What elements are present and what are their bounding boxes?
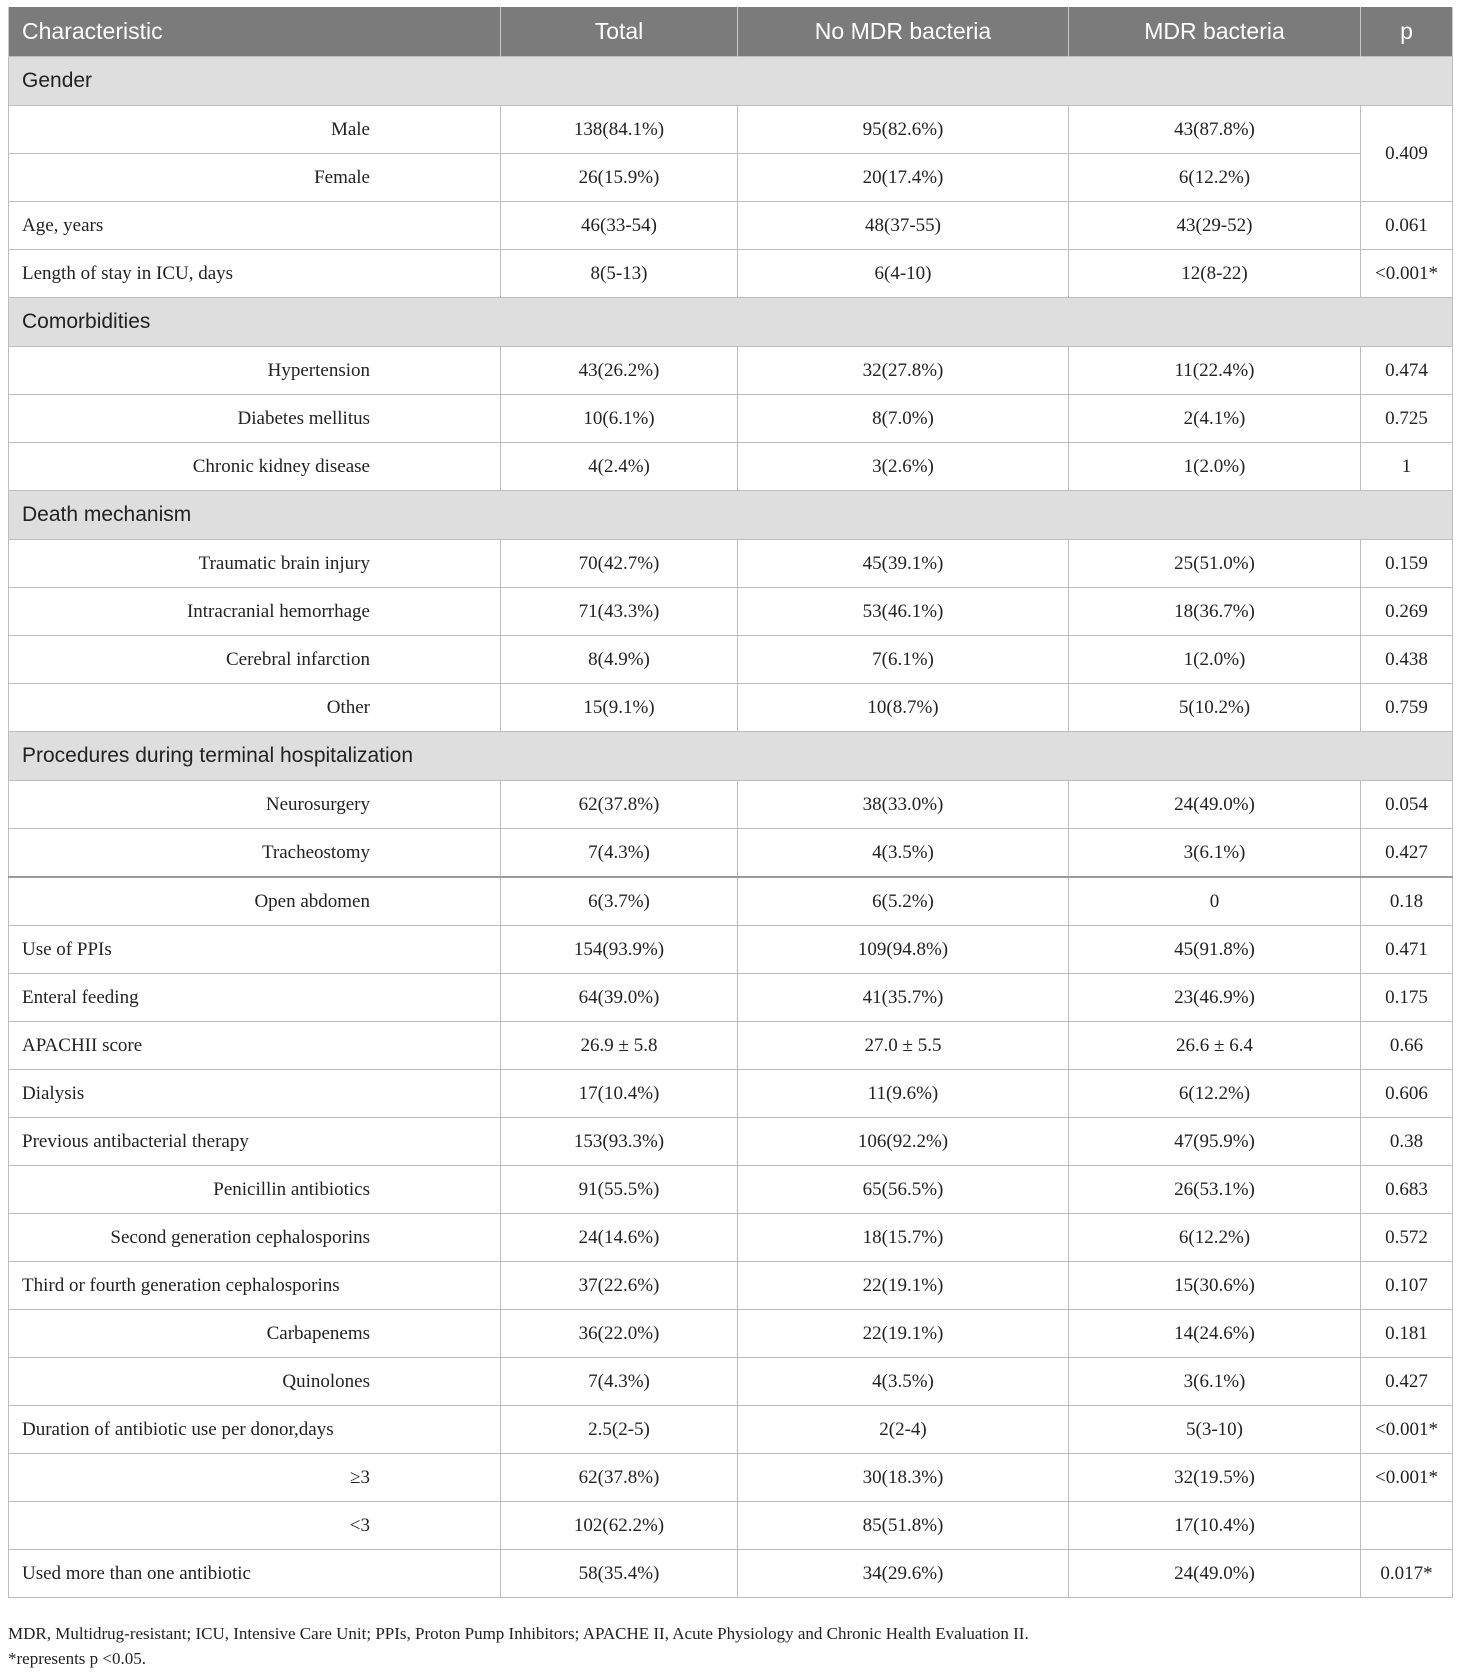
p-cell: 0.38 bbox=[1361, 1118, 1453, 1166]
no-mdr-cell: 48(37-55) bbox=[738, 202, 1069, 250]
mdr-cell: 25(51.0%) bbox=[1069, 540, 1361, 588]
footnote-significance: *represents p <0.05. bbox=[8, 1649, 147, 1668]
table-footnotes bbox=[8, 1621, 1452, 1671]
no-mdr-cell: 6(4-10) bbox=[738, 250, 1069, 298]
table-row bbox=[9, 1550, 1453, 1598]
mdr-cell: 18(36.7%) bbox=[1069, 588, 1361, 636]
p-cell: 0.054 bbox=[1361, 781, 1453, 829]
total-cell: 70(42.7%) bbox=[501, 540, 738, 588]
p-cell: 0.181 bbox=[1361, 1310, 1453, 1358]
p-cell: 0.159 bbox=[1361, 540, 1453, 588]
table-row bbox=[9, 877, 1453, 926]
mdr-cell: 23(46.9%) bbox=[1069, 974, 1361, 1022]
total-cell: 154(93.9%) bbox=[501, 926, 738, 974]
table-row bbox=[9, 1406, 1453, 1454]
row-label: APACHII score bbox=[9, 1022, 501, 1070]
row-label: Enteral feeding bbox=[9, 974, 501, 1022]
no-mdr-cell: 7(6.1%) bbox=[738, 636, 1069, 684]
mdr-cell: 11(22.4%) bbox=[1069, 347, 1361, 395]
row-label: Traumatic brain injury bbox=[9, 540, 501, 588]
total-cell: 15(9.1%) bbox=[501, 684, 738, 732]
no-mdr-cell: 27.0 ± 5.5 bbox=[738, 1022, 1069, 1070]
table-row bbox=[9, 395, 1453, 443]
no-mdr-cell: 4(3.5%) bbox=[738, 1358, 1069, 1406]
table-row bbox=[9, 540, 1453, 588]
p-cell: <0.001* bbox=[1361, 250, 1453, 298]
p-cell: 0.474 bbox=[1361, 347, 1453, 395]
mdr-cell: 45(91.8%) bbox=[1069, 926, 1361, 974]
no-mdr-cell: 11(9.6%) bbox=[738, 1070, 1069, 1118]
row-label: Penicillin antibiotics bbox=[9, 1166, 501, 1214]
total-cell: 62(37.8%) bbox=[501, 1454, 738, 1502]
row-label: Other bbox=[9, 684, 501, 732]
row-label: Intracranial hemorrhage bbox=[9, 588, 501, 636]
total-cell: 43(26.2%) bbox=[501, 347, 738, 395]
total-cell: 8(5-13) bbox=[501, 250, 738, 298]
mdr-cell: 3(6.1%) bbox=[1069, 829, 1361, 878]
p-cell bbox=[1361, 1502, 1453, 1550]
table-row bbox=[9, 154, 1453, 202]
total-cell: 10(6.1%) bbox=[501, 395, 738, 443]
no-mdr-cell: 22(19.1%) bbox=[738, 1262, 1069, 1310]
mdr-cell: 1(2.0%) bbox=[1069, 636, 1361, 684]
total-cell: 26.9 ± 5.8 bbox=[501, 1022, 738, 1070]
no-mdr-cell: 2(2-4) bbox=[738, 1406, 1069, 1454]
p-cell: 0.66 bbox=[1361, 1022, 1453, 1070]
total-cell: 102(62.2%) bbox=[501, 1502, 738, 1550]
mdr-cell: 26.6 ± 6.4 bbox=[1069, 1022, 1361, 1070]
characteristics-table bbox=[8, 7, 1453, 1598]
table-row bbox=[9, 1454, 1453, 1502]
row-label: Chronic kidney disease bbox=[9, 443, 501, 491]
row-label: Neurosurgery bbox=[9, 781, 501, 829]
p-cell: 0.572 bbox=[1361, 1214, 1453, 1262]
section-row-death-mechanism bbox=[9, 491, 1453, 540]
section-row-comorbidities bbox=[9, 298, 1453, 347]
section-title: Comorbidities bbox=[9, 298, 1453, 347]
mdr-cell: 6(12.2%) bbox=[1069, 1070, 1361, 1118]
mdr-cell: 24(49.0%) bbox=[1069, 781, 1361, 829]
table-row bbox=[9, 829, 1453, 878]
row-label: Dialysis bbox=[9, 1070, 501, 1118]
mdr-cell: 15(30.6%) bbox=[1069, 1262, 1361, 1310]
p-cell: <0.001* bbox=[1361, 1454, 1453, 1502]
table-row bbox=[9, 1214, 1453, 1262]
p-cell: 0.061 bbox=[1361, 202, 1453, 250]
mdr-cell: 26(53.1%) bbox=[1069, 1166, 1361, 1214]
p-cell: 0.107 bbox=[1361, 1262, 1453, 1310]
table-header-row bbox=[9, 7, 1453, 57]
no-mdr-cell: 95(82.6%) bbox=[738, 106, 1069, 154]
header-mdr: MDR bacteria bbox=[1069, 7, 1361, 57]
p-cell: 0.606 bbox=[1361, 1070, 1453, 1118]
table-row bbox=[9, 684, 1453, 732]
total-cell: 153(93.3%) bbox=[501, 1118, 738, 1166]
row-label: Use of PPIs bbox=[9, 926, 501, 974]
no-mdr-cell: 45(39.1%) bbox=[738, 540, 1069, 588]
section-title: Procedures during terminal hospitalization bbox=[9, 732, 1453, 781]
table-row bbox=[9, 1166, 1453, 1214]
table-row bbox=[9, 926, 1453, 974]
mdr-cell: 12(8-22) bbox=[1069, 250, 1361, 298]
total-cell: 2.5(2-5) bbox=[501, 1406, 738, 1454]
p-cell: 0.269 bbox=[1361, 588, 1453, 636]
row-label: Third or fourth generation cephalosporins bbox=[9, 1262, 501, 1310]
mdr-cell: 6(12.2%) bbox=[1069, 154, 1361, 202]
no-mdr-cell: 41(35.7%) bbox=[738, 974, 1069, 1022]
no-mdr-cell: 4(3.5%) bbox=[738, 829, 1069, 878]
row-label: Diabetes mellitus bbox=[9, 395, 501, 443]
total-cell: 6(3.7%) bbox=[501, 877, 738, 926]
table-row bbox=[9, 106, 1453, 154]
table-row bbox=[9, 1070, 1453, 1118]
table-row bbox=[9, 347, 1453, 395]
p-cell: 0.427 bbox=[1361, 1358, 1453, 1406]
row-label: ≥3 bbox=[9, 1454, 501, 1502]
row-label: Previous antibacterial therapy bbox=[9, 1118, 501, 1166]
total-cell: 91(55.5%) bbox=[501, 1166, 738, 1214]
table-row bbox=[9, 636, 1453, 684]
mdr-cell: 14(24.6%) bbox=[1069, 1310, 1361, 1358]
p-cell: 1 bbox=[1361, 443, 1453, 491]
mdr-cell: 43(29-52) bbox=[1069, 202, 1361, 250]
header-characteristic: Characteristic bbox=[9, 7, 501, 57]
header-total: Total bbox=[501, 7, 738, 57]
total-cell: 138(84.1%) bbox=[501, 106, 738, 154]
no-mdr-cell: 53(46.1%) bbox=[738, 588, 1069, 636]
row-label: Second generation cephalosporins bbox=[9, 1214, 501, 1262]
table-row bbox=[9, 1310, 1453, 1358]
total-cell: 26(15.9%) bbox=[501, 154, 738, 202]
no-mdr-cell: 38(33.0%) bbox=[738, 781, 1069, 829]
section-title: Death mechanism bbox=[9, 491, 1453, 540]
no-mdr-cell: 22(19.1%) bbox=[738, 1310, 1069, 1358]
table-row bbox=[9, 1118, 1453, 1166]
p-cell: 0.759 bbox=[1361, 684, 1453, 732]
row-label: <3 bbox=[9, 1502, 501, 1550]
header-no-mdr: No MDR bacteria bbox=[738, 7, 1069, 57]
characteristics-table-container bbox=[8, 7, 1452, 1598]
no-mdr-cell: 34(29.6%) bbox=[738, 1550, 1069, 1598]
p-cell: 0.18 bbox=[1361, 877, 1453, 926]
no-mdr-cell: 18(15.7%) bbox=[738, 1214, 1069, 1262]
total-cell: 4(2.4%) bbox=[501, 443, 738, 491]
total-cell: 7(4.3%) bbox=[501, 1358, 738, 1406]
table-row bbox=[9, 1358, 1453, 1406]
no-mdr-cell: 32(27.8%) bbox=[738, 347, 1069, 395]
no-mdr-cell: 106(92.2%) bbox=[738, 1118, 1069, 1166]
row-label: Duration of antibiotic use per donor,days bbox=[9, 1406, 501, 1454]
mdr-cell: 2(4.1%) bbox=[1069, 395, 1361, 443]
total-cell: 8(4.9%) bbox=[501, 636, 738, 684]
row-label: Carbapenems bbox=[9, 1310, 501, 1358]
mdr-cell: 5(3-10) bbox=[1069, 1406, 1361, 1454]
total-cell: 17(10.4%) bbox=[501, 1070, 738, 1118]
no-mdr-cell: 65(56.5%) bbox=[738, 1166, 1069, 1214]
row-label: Age, years bbox=[9, 202, 501, 250]
table-row bbox=[9, 250, 1453, 298]
no-mdr-cell: 3(2.6%) bbox=[738, 443, 1069, 491]
row-label: Tracheostomy bbox=[9, 829, 501, 878]
mdr-cell: 5(10.2%) bbox=[1069, 684, 1361, 732]
no-mdr-cell: 6(5.2%) bbox=[738, 877, 1069, 926]
table-row bbox=[9, 588, 1453, 636]
p-cell: 0.725 bbox=[1361, 395, 1453, 443]
total-cell: 7(4.3%) bbox=[501, 829, 738, 878]
mdr-cell: 32(19.5%) bbox=[1069, 1454, 1361, 1502]
total-cell: 37(22.6%) bbox=[501, 1262, 738, 1310]
p-cell: 0.471 bbox=[1361, 926, 1453, 974]
section-title: Gender bbox=[9, 57, 1453, 106]
no-mdr-cell: 109(94.8%) bbox=[738, 926, 1069, 974]
mdr-cell: 43(87.8%) bbox=[1069, 106, 1361, 154]
p-cell: <0.001* bbox=[1361, 1406, 1453, 1454]
total-cell: 36(22.0%) bbox=[501, 1310, 738, 1358]
no-mdr-cell: 8(7.0%) bbox=[738, 395, 1069, 443]
total-cell: 46(33-54) bbox=[501, 202, 738, 250]
total-cell: 58(35.4%) bbox=[501, 1550, 738, 1598]
mdr-cell: 0 bbox=[1069, 877, 1361, 926]
p-cell: 0.438 bbox=[1361, 636, 1453, 684]
no-mdr-cell: 10(8.7%) bbox=[738, 684, 1069, 732]
table-row bbox=[9, 781, 1453, 829]
total-cell: 64(39.0%) bbox=[501, 974, 738, 1022]
total-cell: 71(43.3%) bbox=[501, 588, 738, 636]
total-cell: 24(14.6%) bbox=[501, 1214, 738, 1262]
row-label: Cerebral infarction bbox=[9, 636, 501, 684]
table-row bbox=[9, 1022, 1453, 1070]
table-row bbox=[9, 974, 1453, 1022]
mdr-cell: 47(95.9%) bbox=[1069, 1118, 1361, 1166]
row-label: Hypertension bbox=[9, 347, 501, 395]
header-p: p bbox=[1361, 7, 1453, 57]
table-row bbox=[9, 1262, 1453, 1310]
section-row-gender bbox=[9, 57, 1453, 106]
row-label: Female bbox=[9, 154, 501, 202]
table-row bbox=[9, 1502, 1453, 1550]
row-label: Quinolones bbox=[9, 1358, 501, 1406]
p-cell: 0.017* bbox=[1361, 1550, 1453, 1598]
mdr-cell: 6(12.2%) bbox=[1069, 1214, 1361, 1262]
footnote-abbreviations: MDR, Multidrug-resistant; ICU, Intensive Care Unit; PPIs, Proton Pump Inhibitors; APACHE II, Acute Physiology and Chronic Health Evaluation II. bbox=[8, 1624, 1029, 1643]
mdr-cell: 17(10.4%) bbox=[1069, 1502, 1361, 1550]
p-cell: 0.409 bbox=[1361, 106, 1453, 202]
no-mdr-cell: 20(17.4%) bbox=[738, 154, 1069, 202]
table-row bbox=[9, 443, 1453, 491]
no-mdr-cell: 30(18.3%) bbox=[738, 1454, 1069, 1502]
row-label: Length of stay in ICU, days bbox=[9, 250, 501, 298]
row-label: Used more than one antibiotic bbox=[9, 1550, 501, 1598]
mdr-cell: 1(2.0%) bbox=[1069, 443, 1361, 491]
p-cell: 0.175 bbox=[1361, 974, 1453, 1022]
section-row-procedures bbox=[9, 732, 1453, 781]
total-cell: 62(37.8%) bbox=[501, 781, 738, 829]
mdr-cell: 24(49.0%) bbox=[1069, 1550, 1361, 1598]
table-row bbox=[9, 202, 1453, 250]
row-label: Male bbox=[9, 106, 501, 154]
mdr-cell: 3(6.1%) bbox=[1069, 1358, 1361, 1406]
row-label: Open abdomen bbox=[9, 877, 501, 926]
p-cell: 0.427 bbox=[1361, 829, 1453, 878]
p-cell: 0.683 bbox=[1361, 1166, 1453, 1214]
no-mdr-cell: 85(51.8%) bbox=[738, 1502, 1069, 1550]
